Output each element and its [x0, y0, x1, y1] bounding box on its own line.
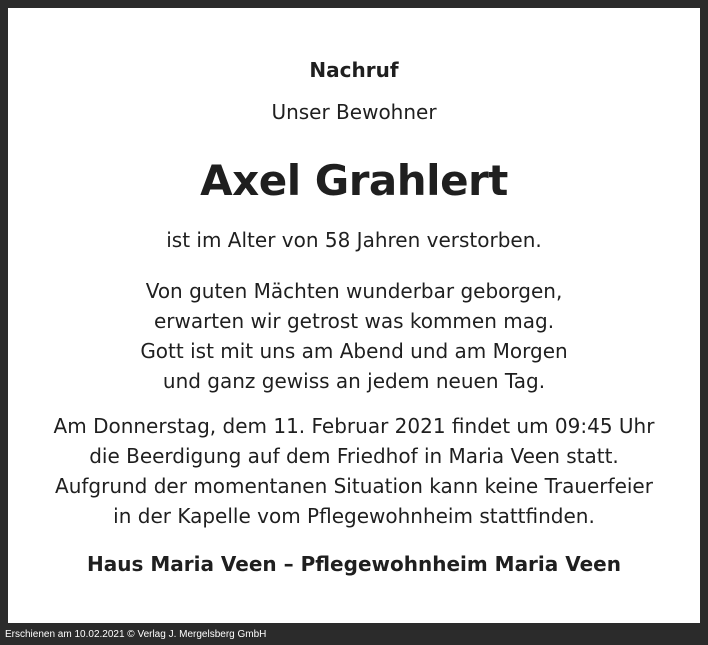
info-line: Aufgrund der momentanen Situation kann keine Trauerfeier — [55, 474, 653, 498]
notice-intro: Unser Bewohner — [271, 100, 437, 124]
notice-heading: Nachruf — [309, 58, 399, 82]
poem-line: Von guten Mächten wunderbar geborgen, — [145, 279, 563, 303]
sender-line: Haus Maria Veen – Pflegewohnheim Maria Veen — [86, 552, 621, 576]
info-line: Am Donnerstag, dem 11. Februar 2021 findet um 09:45 Uhr — [53, 414, 655, 438]
info-line: die Beerdigung auf dem Friedhof in Maria Veen statt. — [89, 444, 619, 468]
poem-line: Gott ist mit uns am Abend und am Morgen — [140, 339, 568, 363]
info-line: in der Kapelle vom Pflegewohnheim stattfinden. — [113, 504, 595, 528]
poem-line: erwarten wir getrost was kommen mag. — [153, 309, 555, 333]
deceased-name: Axel Grahlert — [200, 156, 508, 205]
poem-block — [8, 276, 700, 396]
age-line: ist im Alter von 58 Jahren verstorben. — [166, 228, 542, 252]
obituary-notice — [8, 8, 700, 623]
publication-footer: Erschienen am 10.02.2021 © Verlag J. Mergelsberg GmbH — [5, 629, 267, 640]
poem-line: und ganz gewiss an jedem neuen Tag. — [162, 369, 546, 393]
funeral-info — [8, 411, 700, 531]
